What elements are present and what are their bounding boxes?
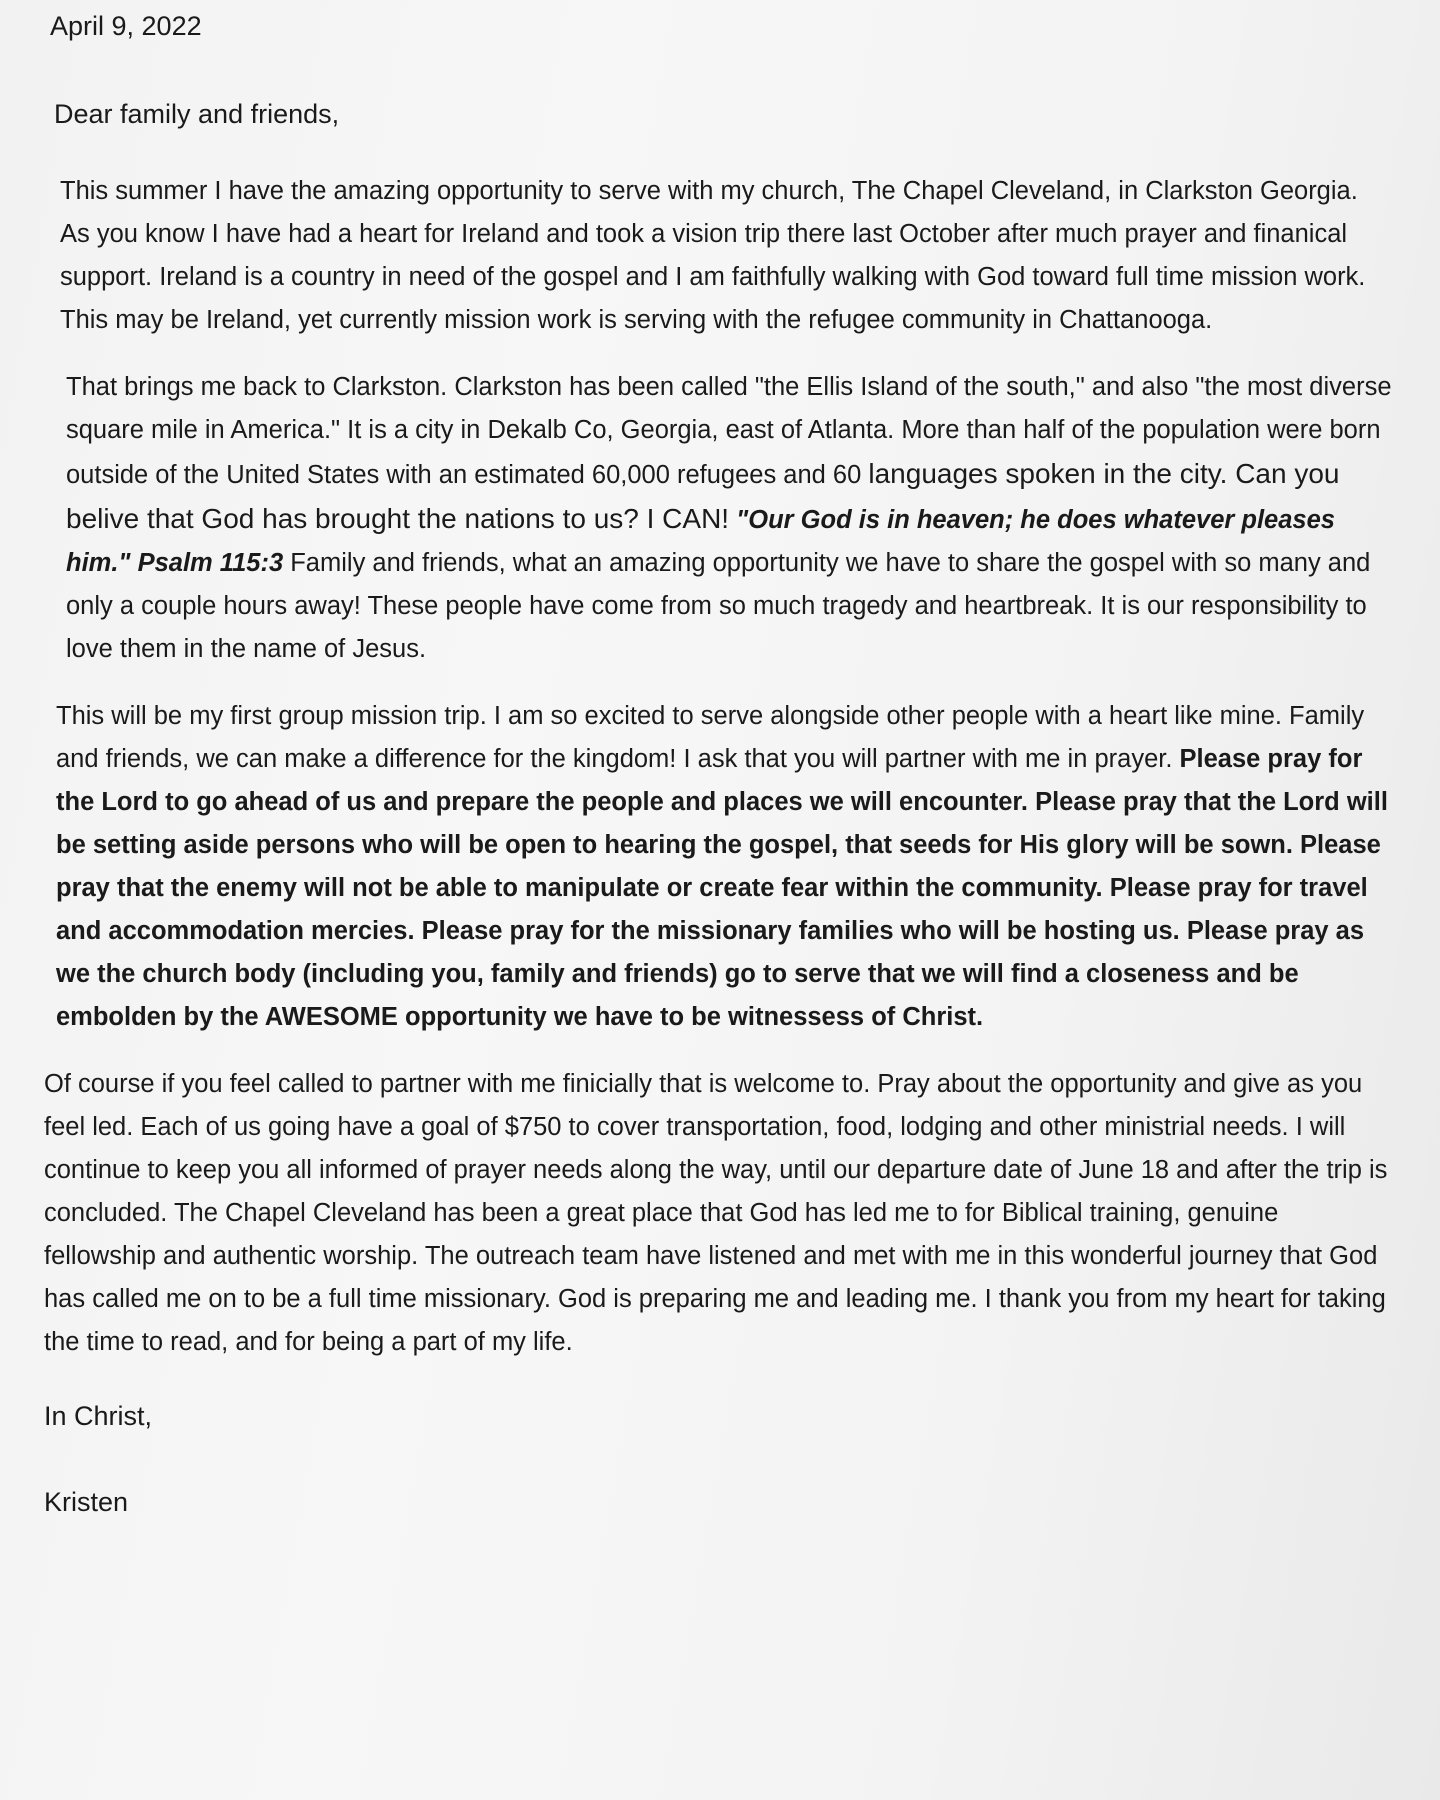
prayer-requests: Please pray for the Lord to go ahead of us and prepare the people and places we will encounter. Please pray that the Lord will be setting aside persons who will be open to hearing the gospel, that seeds for His glory will be sown. Please pray that the enemy will not be able to manipulate or create fear within the community. Please pray for travel and accommodation mercies. Please pray for the missionary families who will be hosting us. Please pray as we the church body (including you, family and friends) go to serve that we will find a closeness and be embolden by the AWESOME opportunity we have to be witnessess of Christ.: [56, 745, 1388, 1031]
letter-greeting: Dear family and friends,: [54, 99, 340, 129]
paragraph-3-text-a: This will be my first group mission trip. I am so excited to serve alongside other people with a heart like mine. Family and friends, we can make a difference for the kingdom! I ask that you will partner with me in prayer.: [56, 702, 1365, 773]
paragraph-2-text-b: languages spoken in the city. Can you belive that God has brought the nations to us? I CAN!: [66, 458, 1340, 534]
letter-closing: In Christ,: [44, 1401, 153, 1431]
paragraph-4: Of course if you feel called to partner with me finicially that is welcome to. Pray about the opportunity and give as you feel led. Each of us going have a goal of $750 to cover transportation, food, lodging and other ministrial needs. I will continue to keep you all informed of prayer needs along the way, until our departure date of June 18 and after the trip is concluded. The Chapel Cleveland has been a great place that God has led me to for Biblical training, genuine fellowship and authentic worship. The outreach team have listened and met with me in this wonderful journey that God has called me on to be a full time missionary. God is preparing me and leading me. I thank you from my heart for taking the time to read, and for being a part of my life.: [44, 1070, 1388, 1356]
letter-signature: Kristen: [44, 1487, 129, 1517]
paragraph-2-text-a: That brings me back to Clarkston. Clarkston has been called "the Ellis Island of the south," and also "the most diverse square mile in America." It is a city in Dekalb Co, Georgia, east of Atlanta. More than half of the population were born outside of the United States with an estimated 60,000 refugees and 60: [66, 373, 1392, 489]
letter-date: April 9, 2022: [50, 11, 202, 41]
paragraph-1: This summer I have the amazing opportunity to serve with my church, The Chapel Cleveland, in Clarkston Georgia. As you know I have had a heart for Ireland and took a vision trip there last October after much prayer and finanical support. Ireland is a country in need of the gospel and I am faithfully walking with God toward full time mission work. This may be Ireland, yet currently mission work is serving with the refugee community in Chattanooga.: [60, 177, 1366, 334]
paragraph-2-text-c: Family and friends, what an amazing opportunity we have to share the gospel with so many and only a couple hours away! These people have come from so much tragedy and heartbreak. It is our responsibility to love them in the name of Jesus.: [66, 549, 1371, 663]
scripture-quote: "Our God is in heaven; he does whatever pleases him." Psalm 115:3: [66, 506, 1335, 577]
paragraph-2: [66, 366, 1392, 671]
paragraph-3: [56, 695, 1392, 1039]
